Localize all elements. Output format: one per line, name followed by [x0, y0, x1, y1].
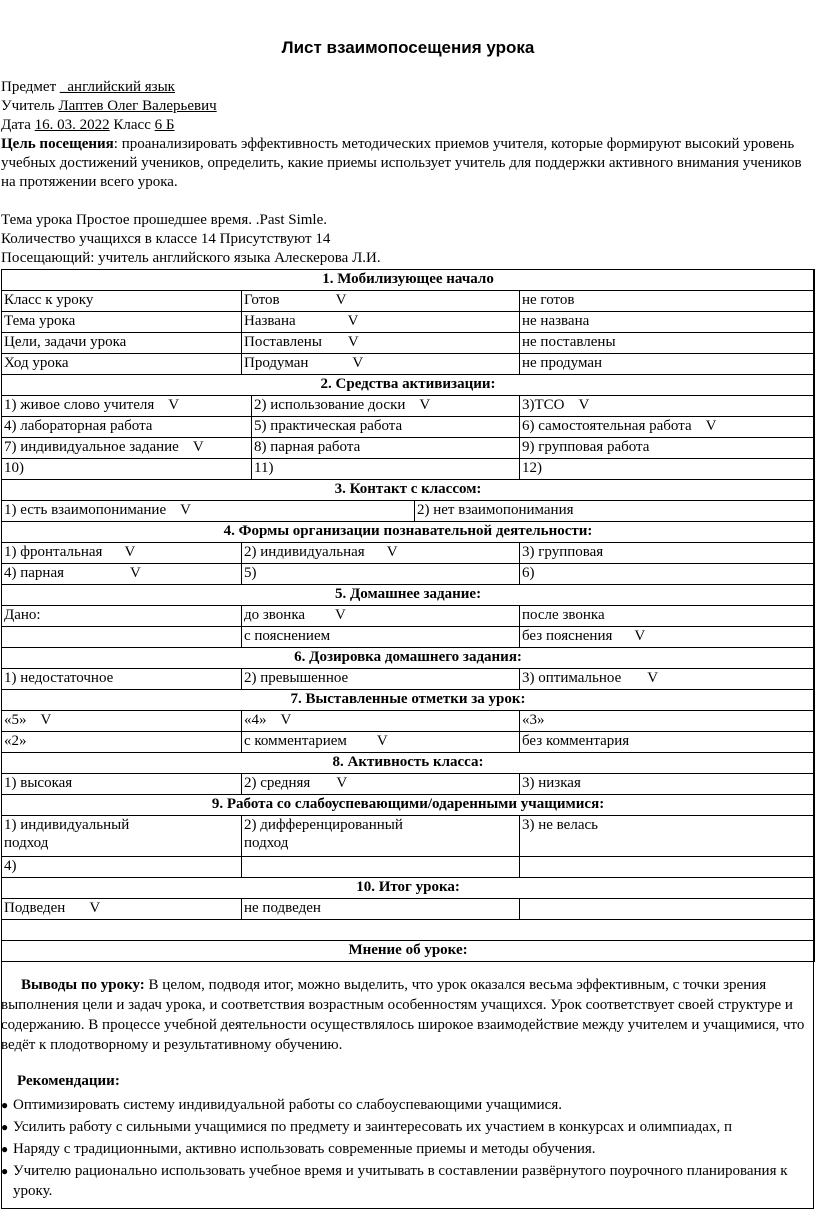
cell: 11)	[252, 459, 520, 480]
purpose-text: : проанализировать эффективность методических приемов учителя, которые формируют высокий уровень учебных достижений учеников, определить, какие приемы использует учитель для поддержки активного внимания учеников на протяжении всего урока.	[1, 136, 802, 190]
check-mark: V	[347, 313, 359, 329]
cell: 8) парная работа	[252, 438, 520, 459]
cell: Дано:	[2, 606, 242, 627]
row-positive: Готов V	[242, 291, 520, 312]
teacher-label: Учитель	[1, 98, 55, 114]
row-label: Ход урока	[2, 354, 242, 375]
table-row	[2, 543, 815, 564]
table-row	[2, 501, 815, 522]
cell: 3)ТСО V	[520, 396, 815, 417]
check-mark: V	[419, 397, 431, 413]
section-6-title: 6. Дозировка домашнего задания:	[2, 648, 815, 669]
table-row	[2, 857, 815, 878]
class-label: Класс	[113, 117, 151, 133]
recommendations-title: Рекомендации:	[17, 1073, 120, 1089]
cell: после звонка	[520, 606, 815, 627]
check-mark: V	[376, 733, 388, 749]
row-positive: Продуман V	[242, 354, 520, 375]
cell: 6)	[520, 564, 815, 585]
cell: 2) дифференцированный подход	[242, 816, 520, 857]
check-mark: V	[647, 670, 659, 686]
check-mark: V	[280, 712, 292, 728]
row-positive: Поставлены V	[242, 333, 520, 354]
check-mark: V	[634, 628, 646, 644]
cell: 3) групповая	[520, 543, 815, 564]
table-row	[2, 627, 815, 648]
subject-value: _английский язык	[59, 79, 175, 95]
cell: 4)	[2, 857, 242, 878]
check-mark: V	[192, 439, 204, 455]
section-2-title: 2. Средства активизации:	[2, 375, 815, 396]
section-3-title: 3. Контакт с классом:	[2, 480, 815, 501]
cell: «2»	[2, 732, 242, 753]
list-item: ● Оптимизировать систему индивидуальной работы со слабоуспевающими учащимися.	[1, 1097, 562, 1113]
row-negative: не названа	[520, 312, 815, 333]
section-1-title: 1. Мобилизующее начало	[2, 270, 815, 291]
date-value: 16. 03. 2022	[34, 117, 110, 133]
section-9-title: 9. Работа со слабоуспевающими/одаренными учащимися:	[2, 795, 815, 816]
table-row	[2, 459, 815, 480]
check-mark: V	[335, 607, 346, 623]
subject-label: Предмет	[1, 79, 57, 95]
check-mark: V	[352, 355, 364, 371]
cell: 6) самостоятельная работа V	[520, 417, 815, 438]
check-mark: V	[168, 397, 180, 413]
section-4-title: 4. Формы организации познавательной деятельности:	[2, 522, 815, 543]
cell: 2) индивидуальная V	[242, 543, 520, 564]
list-item: ● Усилить работу с сильными учащимися по предмету и заинтересовать их участием в конкурсах и олимпиадах, п	[1, 1119, 732, 1135]
section-7-title: 7. Выставленные отметки за урок:	[2, 690, 815, 711]
row-negative: не готов	[520, 291, 815, 312]
table-row	[2, 669, 815, 690]
cell: 5) практическая работа	[252, 417, 520, 438]
cell: с пояснением	[242, 627, 520, 648]
cell: 3) низкая	[520, 774, 815, 795]
check-mark: V	[124, 544, 136, 560]
cell: 2) использование доски V	[252, 396, 520, 417]
section-8-title: 8. Активность класса:	[2, 753, 815, 774]
topic-line: Тема урока Простое прошедшее время. .Past Simle.	[1, 212, 328, 228]
cell: 7) индивидуальное задание V	[2, 438, 252, 459]
visitor-line: Посещающий: учитель английского языка Алескерова Л.И.	[1, 250, 381, 266]
section-5-title: 5. Домашнее задание:	[2, 585, 815, 606]
check-mark: V	[347, 334, 359, 350]
date-line	[1, 116, 811, 135]
check-mark: V	[40, 712, 52, 728]
table-row	[2, 606, 815, 627]
table-row	[2, 312, 815, 333]
cell: 1) живое слово учителя V	[2, 396, 252, 417]
cell: 5)	[242, 564, 520, 585]
row-label: Тема урока	[2, 312, 242, 333]
row-label: Класс к уроку	[2, 291, 242, 312]
cell: 1) фронтальная V	[2, 543, 242, 564]
cell: 1) есть взаимопонимание V	[2, 501, 415, 522]
table-row	[2, 774, 815, 795]
class-value: 6 Б	[154, 117, 175, 133]
table-row	[2, 438, 815, 459]
cell: 9) групповая работа	[520, 438, 815, 459]
check-mark: V	[705, 418, 717, 434]
cell: без комментария	[520, 732, 815, 753]
cell: с комментарием V	[242, 732, 520, 753]
table-row	[2, 816, 815, 857]
check-mark: V	[336, 775, 348, 791]
cell: 2) нет взаимопонимания	[415, 501, 815, 522]
date-label: Дата	[1, 117, 31, 133]
cell: Подведен V	[2, 899, 242, 920]
page-title: Лист взаимопосещения урока	[281, 38, 535, 57]
bullet-icon: ●	[1, 1098, 9, 1112]
cell: 3) оптимальное V	[520, 669, 815, 690]
conclusion-block	[1, 975, 811, 1201]
cell: «3»	[520, 711, 815, 732]
bullet-icon: ●	[1, 1142, 9, 1156]
cell	[242, 857, 520, 878]
cell: 1) индивидуальный подход	[2, 816, 242, 857]
bullet-icon: ●	[1, 1164, 9, 1178]
cell: до звонка V	[242, 606, 520, 627]
table-row	[2, 920, 815, 941]
teacher-line	[1, 97, 811, 116]
table-row	[2, 396, 815, 417]
table-row	[2, 291, 815, 312]
table-row	[2, 354, 815, 375]
cell	[2, 920, 815, 941]
purpose	[1, 135, 809, 192]
row-label: Цели, задачи урока	[2, 333, 242, 354]
cell	[520, 857, 815, 878]
check-mark: V	[89, 900, 101, 916]
check-mark: V	[578, 397, 590, 413]
cell: «4» V	[242, 711, 520, 732]
teacher-value: Лаптев Олег Валерьевич	[58, 98, 217, 114]
conclusion-label: Выводы по уроку:	[21, 977, 145, 993]
cell: 4) парная V	[2, 564, 242, 585]
cell: «5» V	[2, 711, 242, 732]
cell: 12)	[520, 459, 815, 480]
opinion-title: Мнение об уроке:	[2, 941, 815, 962]
cell	[2, 627, 242, 648]
row-positive: Названа V	[242, 312, 520, 333]
visit-header	[1, 78, 811, 268]
cell	[520, 899, 815, 920]
check-mark: V	[130, 565, 141, 581]
row-negative: не поставлены	[520, 333, 815, 354]
cell: 1) недостаточное	[2, 669, 242, 690]
bullet-icon: ●	[1, 1120, 9, 1134]
table-row	[2, 899, 815, 920]
row-negative: не продуман	[520, 354, 815, 375]
cell: 2) средняя V	[242, 774, 520, 795]
cell: не подведен	[242, 899, 520, 920]
cell: без пояснения V	[520, 627, 815, 648]
table-row	[2, 333, 815, 354]
check-mark: V	[335, 292, 347, 308]
evaluation-table	[1, 269, 815, 962]
purpose-label: Цель посещения	[1, 136, 114, 152]
conclusion-paragraph	[1, 975, 811, 1055]
table-row	[2, 564, 815, 585]
check-mark: V	[180, 502, 191, 518]
conclusion-text: В целом, подводя итог, можно выделить, что урок оказался весьма эффективным, с точки зрения выполнения цели и задач урока, и соответствия возрастным особенностям учащихся. Урок соответствует своей структуре и содержанию. В процессе учебной деятельности осуществлялось широкое взаимодействие между учителем и учащимися, что ведёт к плодотворному и результативному обучению.	[1, 977, 805, 1053]
cell: 3) не велась	[520, 816, 815, 857]
table-row	[2, 711, 815, 732]
students-line: Количество учащихся в классе 14 Присутствуют 14	[1, 231, 331, 247]
table-row	[2, 732, 815, 753]
cell: 4) лабораторная работа	[2, 417, 252, 438]
table-row	[2, 417, 815, 438]
section-10-title: 10. Итог урока:	[2, 878, 815, 899]
cell: 1) высокая	[2, 774, 242, 795]
cell: 10)	[2, 459, 252, 480]
check-mark: V	[386, 544, 398, 560]
list-item: ● Учителю рационально использовать учебное время и учитывать в составлении развёрнутого поурочного планирования к уроку.	[1, 1163, 788, 1199]
list-item: ● Наряду с традиционными, активно использовать современные приемы и методы обучения.	[1, 1141, 596, 1157]
subject-line	[1, 78, 811, 97]
cell: 2) превышенное	[242, 669, 520, 690]
